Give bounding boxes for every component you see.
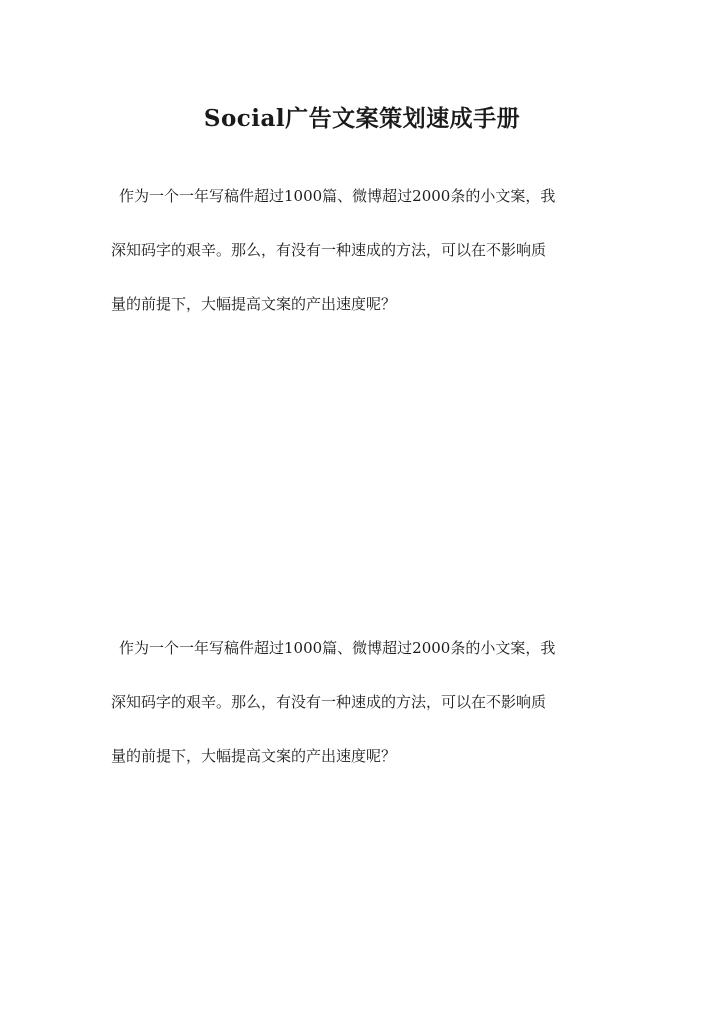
paragraph-line: 深知码字的艰辛。那么，有没有一种速成的方法，可以在不影响质 xyxy=(111,241,547,259)
paragraph-1 xyxy=(111,184,617,346)
paragraph-line: 深知码字的艰辛。那么，有没有一种速成的方法，可以在不影响质 xyxy=(111,693,547,711)
paragraph-line: 作为一个一年写稿件超过1000篇、微博超过2000条的小文案，我 xyxy=(119,187,556,205)
document-title: Social广告文案策划速成手册 xyxy=(203,105,521,132)
paragraph-2 xyxy=(111,636,617,798)
paragraph-line: 量的前提下，大幅提高文案的产出速度呢？ xyxy=(111,295,397,313)
paragraph-line: 作为一个一年写稿件超过1000篇、微博超过2000条的小文案，我 xyxy=(119,639,556,657)
paragraph-line: 量的前提下，大幅提高文案的产出速度呢？ xyxy=(111,747,397,765)
